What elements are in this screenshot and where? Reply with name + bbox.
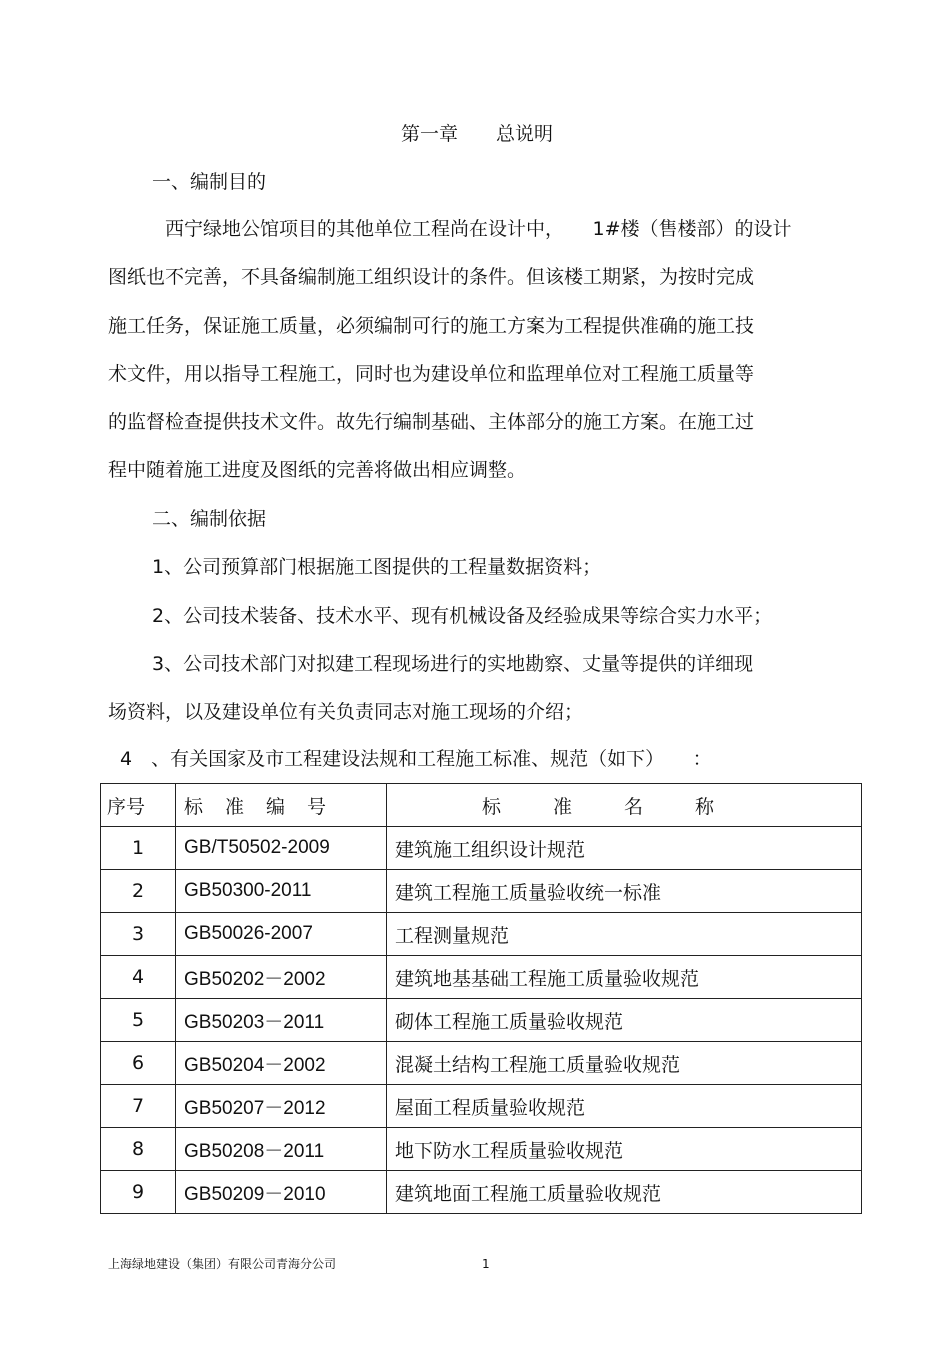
row-code: GB50300-2011 [176, 870, 387, 913]
footer-page-number: 1 [482, 1257, 490, 1271]
table-row [101, 870, 862, 913]
row-serial: 8 [101, 1128, 176, 1171]
basis-item-4: 4 、有关国家及市工程建设法规和工程施工标准、规范（如下） ： [120, 748, 712, 770]
table-row [101, 913, 862, 956]
row-code: GB50202－2002 [176, 956, 387, 999]
table-row [101, 827, 862, 870]
basis-item-1: 1、公司预算部门根据施工图提供的工程量数据资料； [152, 556, 602, 578]
row-name: 混凝土结构工程施工质量验收规范 [387, 1042, 862, 1085]
row-serial: 3 [101, 913, 176, 956]
table-row [101, 956, 862, 999]
paragraph-line: 施工任务，保证施工质量，必须编制可行的施工方案为工程提供准确的施工技 [108, 315, 755, 337]
table-row [101, 1128, 862, 1171]
row-code: GB50209－2010 [176, 1171, 387, 1214]
row-name: 建筑地基基础工程施工质量验收规范 [387, 956, 862, 999]
basis-item-3-cont: 场资料，以及建设单位有关负责同志对施工现场的介绍； [108, 701, 584, 723]
table-row [101, 1085, 862, 1128]
paragraph-line: 程中随着施工进度及图纸的完善将做出相应调整。 [108, 459, 527, 481]
row-code: GB50208－2011 [176, 1128, 387, 1171]
row-serial: 7 [101, 1085, 176, 1128]
row-serial: 2 [101, 870, 176, 913]
basis-item-2: 2、公司技术装备、技术水平、现有机械设备及经验成果等综合实力水平； [152, 605, 773, 627]
row-serial: 4 [101, 956, 176, 999]
section1-heading: 一、编制目的 [152, 171, 267, 193]
table-header-row [101, 784, 862, 827]
row-serial: 9 [101, 1171, 176, 1214]
basis-item-3: 3、公司技术部门对拟建工程现场进行的实地勘察、丈量等提供的详细现 [152, 653, 754, 675]
row-name: 砌体工程施工质量验收规范 [387, 999, 862, 1042]
table-row [101, 1171, 862, 1214]
table-row [101, 999, 862, 1042]
row-name: 地下防水工程质量验收规范 [387, 1128, 862, 1171]
row-code: GB50204－2002 [176, 1042, 387, 1085]
standards-table [100, 783, 862, 1214]
paragraph-line: 术文件，用以指导工程施工，同时也为建设单位和监理单位对工程施工质量等 [108, 363, 755, 385]
paragraph-line: 图纸也不完善，不具备编制施工组织设计的条件。但该楼工期紧，为按时完成 [108, 266, 755, 288]
row-name: 建筑地面工程施工质量验收规范 [387, 1171, 862, 1214]
row-code: GB50203－2011 [176, 999, 387, 1042]
paragraph-line: 西宁绿地公馆项目的其他单位工程尚在设计中， 1#楼（售楼部）的设计 [165, 218, 792, 240]
row-name: 屋面工程质量验收规范 [387, 1085, 862, 1128]
footer-company: 上海绿地建设（集团）有限公司青海分公司 [108, 1257, 337, 1271]
header-code: 标准编号 [176, 784, 387, 827]
row-code: GB/T50502-2009 [176, 827, 387, 870]
row-serial: 5 [101, 999, 176, 1042]
row-code: GB50207－2012 [176, 1085, 387, 1128]
row-code: GB50026-2007 [176, 913, 387, 956]
section2-heading: 二、编制依据 [152, 508, 267, 530]
header-name: 标准名称 [387, 784, 862, 827]
row-name: 建筑工程施工质量验收统一标准 [387, 870, 862, 913]
chapter-title: 第一章 总说明 [401, 123, 554, 145]
row-name: 建筑施工组织设计规范 [387, 827, 862, 870]
row-serial: 1 [101, 827, 176, 870]
row-name: 工程测量规范 [387, 913, 862, 956]
row-serial: 6 [101, 1042, 176, 1085]
table-row [101, 1042, 862, 1085]
paragraph-line: 的监督检查提供技术文件。故先行编制基础、主体部分的施工方案。在施工过 [108, 411, 755, 433]
header-serial: 序号 [101, 784, 176, 827]
